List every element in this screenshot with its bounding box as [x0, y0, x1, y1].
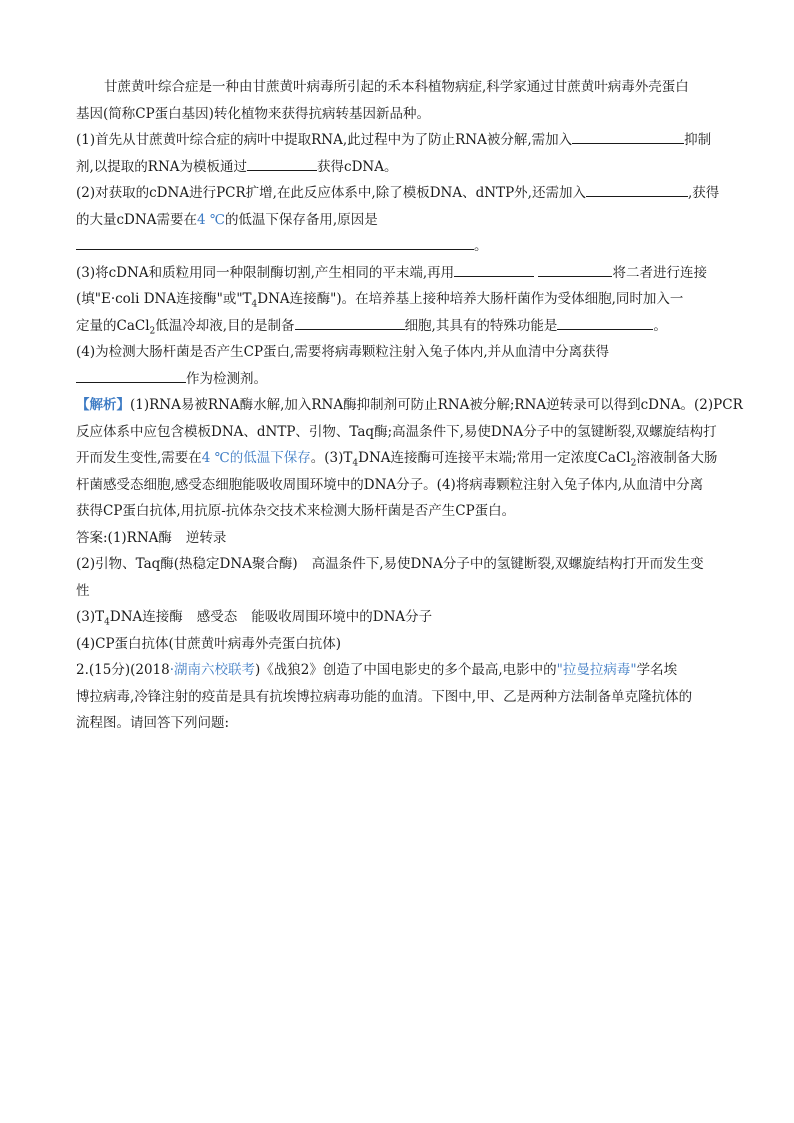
q3-text: 细胞,其具有的特殊功能是 [404, 317, 558, 334]
q3-text: DNA连接酶")。在培养基上接种培养大肠杆菌作为受体细胞,同时加入一 [257, 291, 684, 307]
answer-text: 性 [76, 582, 90, 599]
analysis-text: 溶液制备大肠 [636, 450, 718, 466]
intro-line-2 [76, 101, 728, 128]
q3-blank-2[interactable] [295, 315, 405, 330]
analysis-text: 反应体系中应包含模板DNA、dNTP、引物、Taq酶;高温条件下,易使DNA分子中的氢键断裂,双螺旋结构打 [76, 423, 717, 440]
q3-blank-1b[interactable] [538, 262, 612, 277]
question-text: 流程图。请回答下列问题: [76, 715, 230, 731]
answer-text: 答案:(1)RNA酶 [76, 529, 172, 546]
subscript: 4 [104, 617, 110, 628]
analysis-line-1 [76, 392, 743, 419]
q4-text: 作为检测剂。 [186, 370, 267, 387]
subscript: 4 [251, 299, 258, 310]
q3-text: 将二者进行连接 [612, 264, 707, 281]
answer-text: (3)T [76, 609, 105, 625]
analysis-text: 开而发生变性,需要在 [76, 450, 202, 466]
q1-text: 获得cDNA。 [317, 158, 398, 175]
answer-line-3 [76, 578, 728, 605]
analysis-line-5 [76, 498, 728, 525]
q4-line-2 [76, 366, 728, 393]
q3-text: 。 [653, 317, 667, 334]
next-question-line-1 [76, 657, 728, 684]
answer-text: DNA连接酶 [109, 609, 183, 625]
q3-line-2 [76, 286, 728, 313]
q2-line-2 [76, 207, 728, 234]
answer-line-1 [76, 525, 728, 552]
q2-text: 的低温下保存备用,原因是 [224, 211, 378, 228]
q3-blank-3[interactable] [557, 315, 653, 330]
answer-line-4 [76, 604, 728, 631]
q3-text: 定量的CaCl [76, 317, 150, 334]
q4-blank[interactable] [76, 368, 186, 383]
question-number: 2.(15分)(2018 [76, 662, 170, 678]
answer-line-2 [76, 551, 728, 578]
q3-text: (填"E·coli DNA连接酶"或"T [76, 291, 252, 307]
q2-text: 。 [474, 238, 488, 254]
q2-line-1 [76, 180, 728, 207]
analysis-line-3 [76, 445, 728, 472]
intro-line-1 [76, 74, 728, 101]
q1-line-1 [76, 127, 728, 154]
answer-text: 逆转录 [185, 529, 227, 546]
answer-text: 感受态 [196, 609, 238, 625]
next-question-line-2 [76, 684, 728, 711]
q1-text: 剂,以提取的RNA为模板通过 [76, 158, 248, 175]
analysis-label: 【解析】 [76, 397, 130, 413]
question-content [76, 74, 743, 737]
analysis-line-2 [76, 419, 728, 446]
question-text: 博拉病毒,冷锋注射的疫苗是具有抗埃博拉病毒功能的血清。下图中,甲、乙是两种方法制备单克隆抗体的 [76, 688, 693, 705]
q4-text: (4)为检测大肠杆菌是否产生CP蛋白,需要将病毒颗粒注射入兔子体内,并从血清中分离获得 [76, 344, 610, 360]
analysis-line-4 [76, 472, 728, 499]
q2-text: (2)对获取的cDNA进行PCR扩增,在此反应体系中,除了模板DNA、dNTP外,还需加入 [76, 185, 586, 201]
highlight-term: "拉曼拉病毒" [556, 662, 637, 678]
question-text: 学名埃 [636, 662, 678, 678]
next-question-line-3 [76, 710, 728, 737]
analysis-highlight: 4 ℃的低温下保存 [201, 450, 311, 466]
q2-blank-2[interactable] [76, 235, 474, 250]
answer-text: (4)CP蛋白抗体(甘蔗黄叶病毒外壳蛋白抗体) [76, 635, 342, 652]
q3-text: 低温冷却液,目的是制备 [155, 317, 295, 334]
question-source: ·湖南六校联考 [169, 662, 256, 678]
answer-text: 能吸收周围环境中的DNA分子 [251, 609, 433, 625]
q3-line-1 [76, 260, 728, 287]
analysis-text: (1)RNA易被RNA酶水解,加入RNA酶抑制剂可防止RNA被分解;RNA逆转录可以得到cDNA。(2)PCR [130, 397, 743, 413]
answer-text: 高温条件下,易使DNA分子中的氢键断裂,双螺旋结构打开而发生变 [311, 556, 704, 572]
analysis-text: 获得CP蛋白抗体,用抗原-抗体杂交技术来检测大肠杆菌是否产生CP蛋白。 [76, 503, 516, 519]
q1-blank-1[interactable] [572, 129, 684, 144]
subscript: 4 [352, 458, 359, 469]
answer-text: (2)引物、Taq酶(热稳定DNA聚合酶) [76, 556, 298, 572]
q2-text: ,获得 [687, 185, 720, 201]
intro-text: 基因(简称CP蛋白基因)转化植物来获得抗病转基因新品种。 [76, 105, 430, 122]
q2-text: 的大量cDNA需要在 [76, 211, 197, 228]
subscript: 2 [149, 326, 156, 337]
q1-blank-2[interactable] [247, 156, 317, 171]
q4-line-1 [76, 339, 728, 366]
analysis-text: 杆菌感受态细胞,感受态细胞能吸收周围环境中的DNA分子。(4)将病毒颗粒注射入兔子体内,从血清中分离 [76, 476, 704, 493]
q1-text: 抑制 [684, 132, 712, 148]
q3-line-3 [76, 313, 728, 340]
answer-line-5 [76, 631, 728, 658]
q2-blank-1[interactable] [586, 182, 688, 197]
q2-line-3 [76, 233, 728, 260]
intro-text: 甘蔗黄叶综合症是一种由甘蔗黄叶病毒所引起的禾本科植物病症,科学家通过甘蔗黄叶病毒外壳蛋白 [104, 79, 689, 95]
analysis-text: 。(3)T [310, 450, 353, 466]
q3-text: (3)将cDNA和质粒用同一种限制酶切割,产生相同的平末端,再用 [76, 264, 455, 281]
q1-line-2 [76, 154, 728, 181]
analysis-text: DNA连接酶可连接平末端;常用一定浓度CaCl [358, 450, 631, 466]
q2-temperature: 4 ℃ [196, 211, 225, 228]
q3-blank-1a[interactable] [454, 262, 534, 277]
question-text: )《战狼2》创造了中国电影史的多个最高,电影中的 [255, 662, 557, 678]
q1-text: (1)首先从甘蔗黄叶综合症的病叶中提取RNA,此过程中为了防止RNA被分解,需加入 [76, 132, 573, 148]
subscript: 2 [630, 458, 637, 469]
